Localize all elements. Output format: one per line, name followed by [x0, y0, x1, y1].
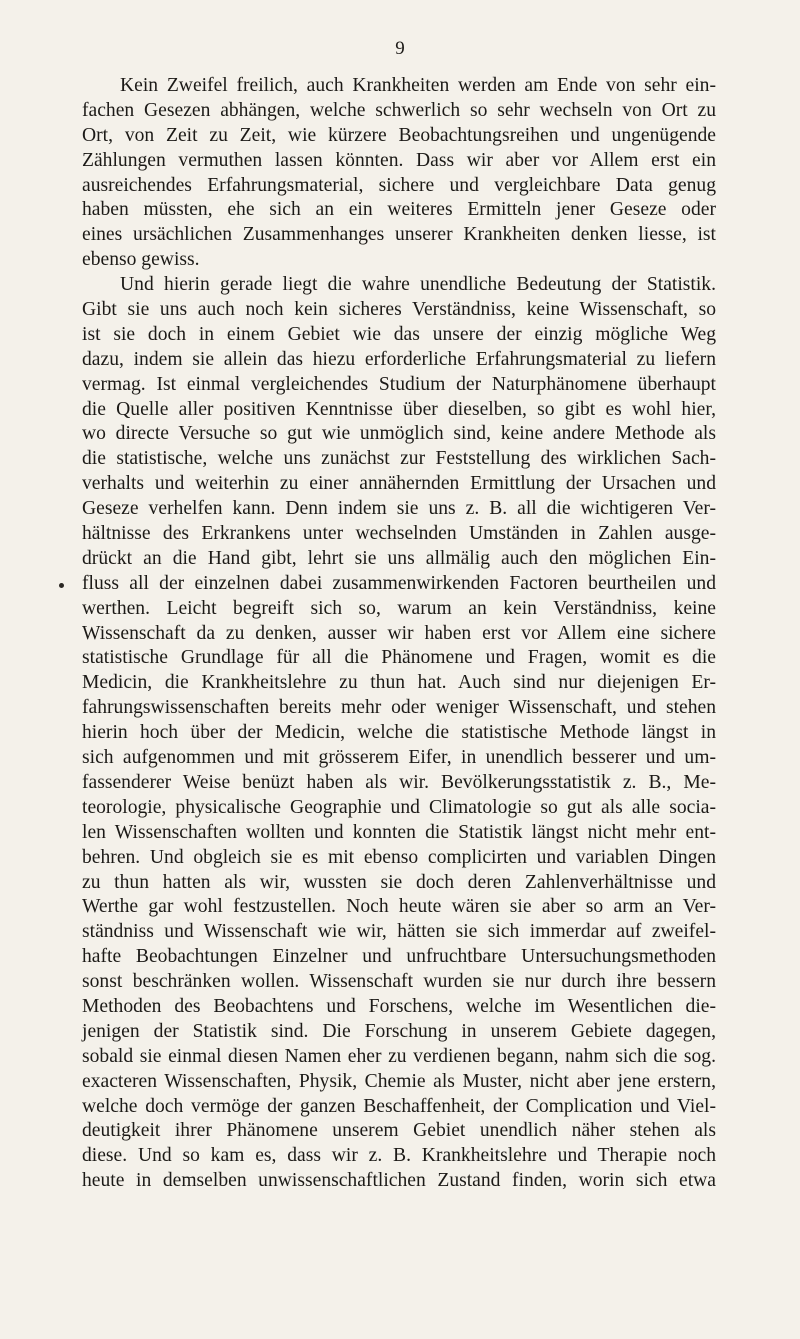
- text-line: Methoden des Beobachtens und Forschens, welche im Wesentlichen die-: [82, 995, 716, 1017]
- text-line: Und hierin gerade liegt die wahre unendliche Bedeutung der Statistik.: [120, 274, 716, 296]
- text-line: zu thun hatten als wir, wussten sie doch deren Zahlenverhältnisse und: [82, 871, 716, 893]
- text-line: heute in demselben unwissenschaftlichen Zustand finden, worin sich etwa: [82, 1170, 716, 1192]
- text-line: Wissenschaft da zu denken, ausser wir haben erst vor Allem eine sichere: [82, 622, 716, 644]
- text-line: hältnisse des Erkrankens unter wechselnden Umständen in Zahlen ausge-: [82, 523, 716, 545]
- text-line: hafte Beobachtungen Einzelner und unfruchtbare Untersuchungsmethoden: [82, 946, 716, 968]
- text-line: vermag. Ist einmal vergleichendes Studium der Naturphänomene überhaupt: [82, 373, 716, 395]
- text-line: dazu, indem sie allein das hiezu erforderliche Erfahrungsmaterial zu liefern: [82, 348, 716, 370]
- text-line: Gibt sie uns auch noch kein sicheres Verständniss, keine Wissenschaft, so: [82, 299, 716, 321]
- text-line: fachen Gesezen abhängen, welche schwerlich so sehr wechseln von Ort zu: [82, 99, 716, 121]
- text-line: haben müssten, ehe sich an ein weiteres Ermitteln jener Geseze oder: [82, 199, 716, 221]
- text-line: drückt an die Hand gibt, lehrt sie uns allmälig auch den möglichen Ein-: [82, 547, 716, 569]
- text-line: fassenderer Weise benüzt haben als wir. Bevölkerungsstatistik z. B., Me-: [82, 771, 716, 793]
- text-line: fluss all der einzelnen dabei zusammenwirkenden Factoren beurtheilen und: [82, 572, 716, 594]
- text-line: len Wissenschaften wollten und konnten die Statistik längst nicht mehr ent-: [82, 821, 716, 843]
- text-line: jenigen der Statistik sind. Die Forschung in unserem Gebiete dagegen,: [82, 1020, 716, 1042]
- text-line: wo directe Versuche so gut wie unmöglich sind, keine andere Methode als: [82, 423, 716, 445]
- text-line: Geseze verhelfen kann. Denn indem sie uns z. B. all die wichtigeren Ver-: [82, 498, 716, 520]
- text-line: fahrungswissenschaften bereits mehr oder weniger Wissenschaft, und stehen: [82, 697, 716, 719]
- text-line: ständniss und Wissenschaft wie wir, hätten sie sich immerdar auf zweifel-: [82, 921, 716, 943]
- text-line: exacteren Wissenschaften, Physik, Chemie als Muster, nicht aber jene erstern,: [82, 1070, 716, 1092]
- text-line: Werthe gar wohl festzustellen. Noch heute wären sie aber so arm an Ver-: [82, 896, 716, 918]
- text-line: behren. Und obgleich sie es mit ebenso complicirten und variablen Dingen: [82, 846, 716, 868]
- text-line: teorologie, physicalische Geographie und Climatologie so gut als alle socia-: [82, 796, 716, 818]
- text-line: Zählungen vermuthen lassen könnten. Dass wir aber vor Allem erst ein: [82, 149, 716, 171]
- text-line: hierin hoch über der Medicin, welche die statistische Methode längst in: [82, 722, 716, 744]
- page-number: 9: [395, 38, 405, 59]
- text-line: Kein Zweifel freilich, auch Krankheiten werden am Ende von sehr ein-: [120, 75, 716, 96]
- text-line: welche doch vermöge der ganzen Beschaffenheit, der Complication und Viel-: [82, 1095, 716, 1117]
- text-line: sich aufgenommen und mit grösserem Eifer, in unendlich besserer und um-: [82, 747, 716, 769]
- text-line: Medicin, die Krankheitslehre zu thun hat. Auch sind nur diejenigen Er-: [82, 672, 716, 694]
- text-line: die Quelle aller positiven Kenntnisse über dieselben, so gibt es wohl hier,: [82, 398, 716, 420]
- text-line: sonst beschränken wollen. Wissenschaft wurden sie nur durch ihre bessern: [82, 971, 716, 993]
- text-line: ausreichendes Erfahrungsmaterial, sichere und vergleichbare Data genug: [82, 174, 716, 196]
- text-line: verhalts und weiterhin zu einer annähernden Ermittlung der Ursachen und: [82, 473, 716, 495]
- text-line: Ort, von Zeit zu Zeit, wie kürzere Beobachtungsreihen und ungenügende: [82, 124, 716, 146]
- text-line: deutigkeit ihrer Phänomene unserem Gebiet unendlich näher stehen als: [82, 1120, 716, 1142]
- text-line: sobald sie einmal diesen Namen eher zu verdienen begann, nahm sich die sog.: [82, 1045, 716, 1067]
- body-text: [82, 74, 716, 1194]
- text-line: statistische Grundlage für all die Phänomene und Fragen, womit es die: [82, 647, 716, 669]
- text-line: die statistische, welche uns zunächst zur Feststellung des wirklichen Sach-: [82, 448, 716, 470]
- text-line: ebenso gewiss.: [82, 249, 200, 271]
- text-line: diese. Und so kam es, dass wir z. B. Krankheitslehre und Therapie noch: [82, 1145, 716, 1167]
- text-line: werthen. Leicht begreift sich so, warum an kein Verständniss, keine: [82, 597, 716, 619]
- margin-mark: [59, 583, 64, 588]
- text-line: eines ursächlichen Zusammenhanges unserer Krankheiten denken liesse, ist: [82, 224, 716, 246]
- text-line: ist sie doch in einem Gebiet wie das unsere der einzig mögliche Weg: [82, 323, 716, 345]
